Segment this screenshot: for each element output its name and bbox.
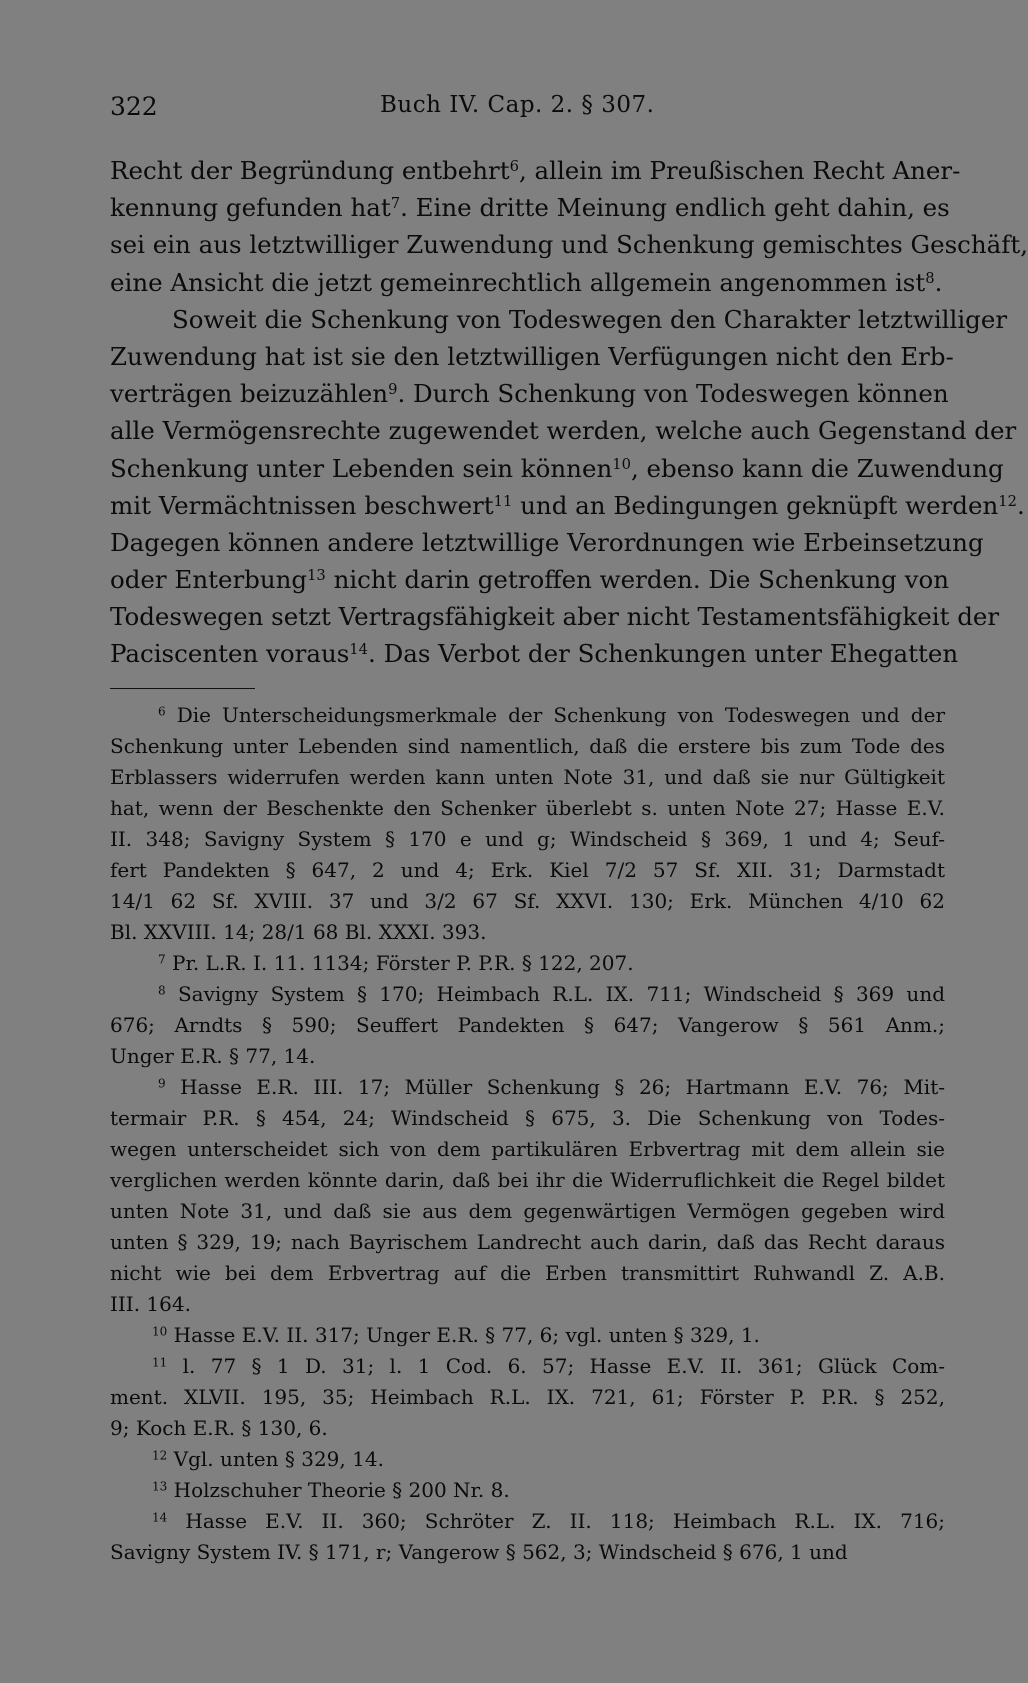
footnote-text: Schenkung unter Lebenden sind namentlich, daß die erstere bis zum Tode des [110,734,945,758]
body-text: Paciscenten voraus [110,639,350,669]
footnote-line [110,1506,945,1537]
body-text: alle Vermögensrechte zugewendet werden, welche auch Gegenstand der [110,416,1017,446]
footnote-line [110,855,945,886]
body-text: Schenkung unter Lebenden sein können [110,453,613,483]
footnote-text: Savigny System IV. § 171, r; Vangerow § 562, 3; Windscheid § 676, 1 und [110,1540,848,1564]
text-line [110,264,945,301]
footnotes [110,700,945,1568]
body-text: Soweit die Schenkung von Todeswegen den Charakter letztwilliger [172,304,1008,334]
footnote-ref: 10 [612,455,631,473]
text-line [110,301,1008,338]
body-text: eine Ansicht die jetzt gemeinrechtlich allgemein angenommen ist [110,267,926,297]
footnote-number: 9 [158,1076,166,1091]
text-line [110,598,1000,635]
footnote-text: Vgl. unten § 329, 14. [173,1447,384,1471]
footnote-line [110,1475,945,1506]
footnote-number: 12 [152,1448,168,1463]
footnote-line [110,1258,945,1289]
body-text: . Das Verbot der Schenkungen unter Ehegatten [368,639,959,669]
body-text: , allein im Preußischen Recht Aner- [518,156,961,185]
body-text: oder Enterbung [110,565,308,595]
footnote-line [110,1227,945,1258]
footnote-text: unten § 329, 19; nach Bayrischem Landrecht auch darin, daß das Recht daraus [110,1230,945,1254]
body-text: nicht darin getroffen werden. Die Schenkung von [325,565,949,595]
footnote-line [110,731,945,762]
footnote-line [110,700,945,731]
footnote-text: Die Unterscheidungsmerkmale der Schenkung von Todeswegen und der [176,703,946,727]
footnote-text: III. 164. [110,1292,191,1316]
footnote-number: 6 [158,704,166,719]
footnote-line [110,1165,945,1196]
footnote-line [110,1351,945,1382]
body-text: verträgen beizuzählen [110,379,389,409]
footnote-text: II. 348; Savigny System § 170 e und g; Windscheid § 369, 1 und 4; Seuf- [110,827,945,851]
footnote-line [110,1072,945,1103]
page-number: 322 [110,92,158,121]
body-text: . Durch Schenkung von Todeswegen können [397,379,949,409]
footnote-number: 8 [158,983,166,998]
text-line [110,524,984,561]
body-text: und an Bedingungen geknüpft werden [512,490,999,520]
footnote-line [110,1103,945,1134]
footnote-line [110,1413,945,1444]
footnote-line [110,1289,945,1320]
text-line [110,375,949,412]
footnote-text: Savigny System § 170; Heimbach R.L. IX. 711; Windscheid § 369 und [177,982,945,1006]
footnote-text: Unger E.R. § 77, 14. [110,1044,316,1068]
body-text: Zuwendung hat ist sie den letztwilligen Verfügungen nicht den Erb- [110,341,954,371]
body-text: . [1016,490,1025,520]
footnote-ref: 14 [349,641,368,659]
footnote-text: Hasse E.V. II. 360; Schröter Z. II. 118; Heimbach R.L. IX. 716; [185,1509,946,1533]
footnote-text: wegen unterscheidet sich von dem partikulären Erbvertrag mit dem allein sie [110,1137,945,1161]
body-text: sei ein aus letztwilliger Zuwendung und Schenkung gemischtes Geschäft, [110,230,1028,260]
footnote-number: 7 [158,952,166,967]
footnote-ref: 13 [307,566,326,584]
footnote-text: hat, wenn der Beschenkte den Schenker überlebt s. unten Note 27; Hasse E.V. [110,796,945,820]
body-text: mit Vermächtnissen beschwert [110,490,494,520]
footnote-number: 13 [152,1479,168,1494]
text-line [110,412,1017,449]
footnote-text: verglichen werden könnte darin, daß bei ihr die Widerruflichkeit die Regel bildet [110,1168,945,1192]
footnote-line [110,762,945,793]
footnote-line [110,1010,945,1041]
body-text: kennung gefunden hat [110,193,391,223]
footnote-line [110,824,945,855]
text-line [110,561,949,598]
footnote-text: Bl. XXVIII. 14; 28/1 68 Bl. XXXI. 393. [110,920,487,944]
body-text: , ebenso kann die Zuwendung [630,453,1004,483]
footnote-text: fert Pandekten § 647, 2 und 4; Erk. Kiel 7/2 57 Sf. XII. 31; Darmstadt [110,858,945,882]
footnote-line [110,1382,945,1413]
footnote-text: termair P.R. § 454, 24; Windscheid § 675, 3. Die Schenkung von Todes- [110,1106,945,1130]
running-title: Buch IV. Cap. 2. § 307. [380,92,655,118]
footnote-number: 14 [152,1510,168,1525]
footnote-text: Holzschuher Theorie § 200 Nr. 8. [173,1478,510,1502]
body-text: Todeswegen setzt Vertragsfähigkeit aber nicht Testamentsfähigkeit der [110,602,1000,632]
footnote-line [110,979,945,1010]
footnote-text: Pr. L.R. I. 11. 1134; Förster P. P.R. § 122, 207. [172,951,634,975]
footnote-text: nicht wie bei dem Erbvertrag auf die Erben transmittirt Ruhwandl Z. A.B. [110,1261,945,1285]
footnote-line [110,948,945,979]
text-line [110,189,950,226]
footnote-line [110,917,945,948]
footnote-line [110,1041,945,1072]
text-line [110,226,1028,263]
footnote-text: 14/1 62 Sf. XVIII. 37 und 3/2 67 Sf. XXVI. 130; Erk. München 4/10 62 [110,889,945,913]
page-header [110,92,945,128]
footnote-ref: 8 [925,269,935,287]
footnote-ref: 6 [509,157,519,175]
footnote-line [110,886,945,917]
body-text: Recht der Begründung entbehrt [110,156,510,185]
footnote-text: l. 77 § 1 D. 31; l. 1 Cod. 6. 57; Hasse E.V. II. 361; Glück Com- [182,1354,946,1378]
footnote-line [110,1134,945,1165]
footnote-line [110,1444,945,1475]
text-line [110,487,1025,524]
footnote-text: Erblassers widerrufen werden kann unten Note 31, und daß sie nur Gültigkeit [110,765,945,789]
footnote-ref: 12 [998,492,1017,510]
footnote-ref: 7 [390,195,401,213]
footnote-text: Hasse E.V. II. 317; Unger E.R. § 77, 6; vgl. unten § 329, 1. [173,1323,760,1347]
body-text: . [934,267,943,297]
footnote-ref: 11 [493,492,513,510]
text-line [110,152,961,189]
footnote-text: Hasse E.R. III. 17; Müller Schenkung § 26; Hartmann E.V. 76; Mit- [180,1075,945,1099]
footnote-line [110,1196,945,1227]
footnote-text: unten Note 31, und daß sie aus dem gegenwärtigen Vermögen gegeben wird [110,1199,945,1223]
footnote-text: 9; Koch E.R. § 130, 6. [110,1416,328,1440]
text-line [110,635,959,672]
footnote-line [110,1537,945,1568]
footnote-text: ment. XLVII. 195, 35; Heimbach R.L. IX. 721, 61; Förster P. P.R. § 252, [110,1385,945,1409]
body-text: Dagegen können andere letztwillige Verordnungen wie Erbeinsetzung [110,527,984,557]
text-line [110,450,1004,487]
footnote-line [110,793,945,824]
footnote-text: 676; Arndts § 590; Seuffert Pandekten § 647; Vangerow § 561 Anm.; [110,1013,945,1037]
footnote-number: 11 [152,1355,168,1370]
footnote-number: 10 [152,1324,168,1339]
footnote-separator [110,688,255,689]
text-line [110,338,954,375]
footnote-ref: 9 [388,381,398,399]
main-text [110,152,1028,673]
footnote-line [110,1320,945,1351]
body-text: . Eine dritte Meinung endlich geht dahin, es [400,193,950,223]
